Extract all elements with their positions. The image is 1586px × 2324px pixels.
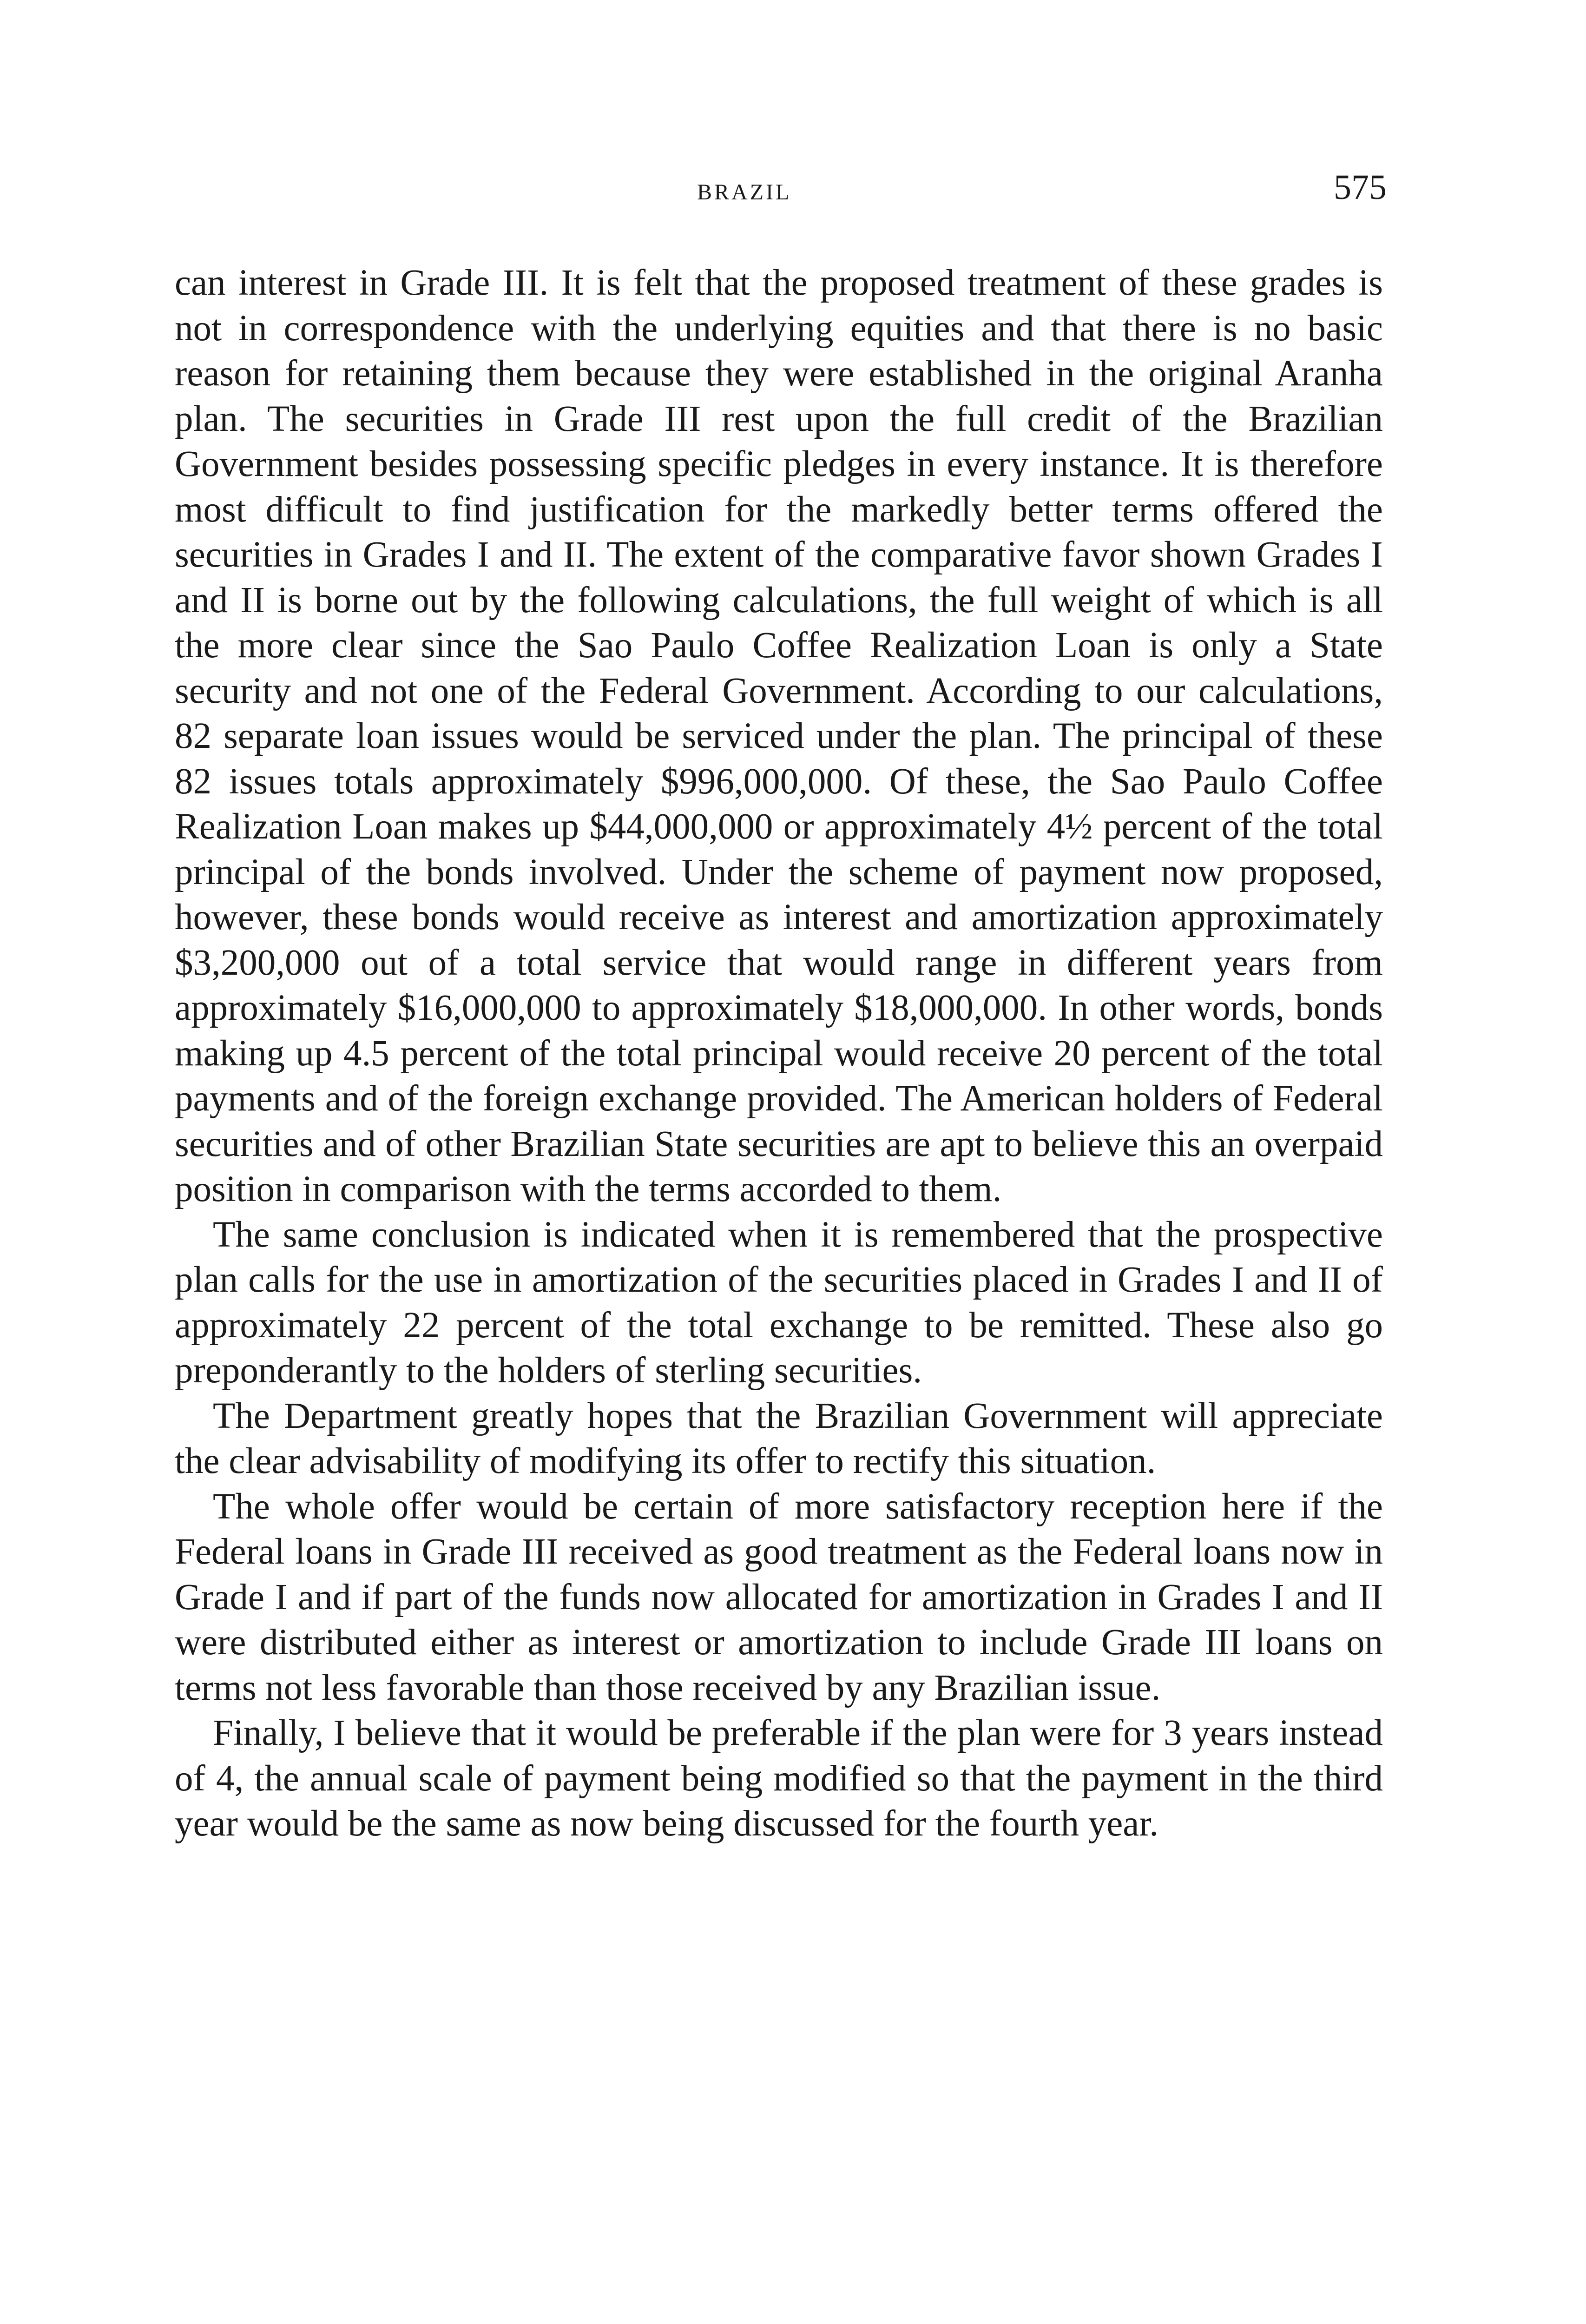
page-header [0,167,1586,214]
paragraph-whole-offer: The whole offer would be certain of more satisfactory reception here if the Federal loans in Grade III received as good treatment as the Federal loans now in Grade I and if part of the funds now allocated for amortization in Grades I and II were distributed either as interest or amortization to include Grade III loans on terms not less favorable than those received by any Brazilian issue. [175,1486,1383,1708]
running-head: BRAZIL [697,180,792,205]
paragraph-amortization: The same conclusion is indicated when it is remembered that the prospective plan calls for the use in amortization of the securities placed in Grades I and II of approximately 22 percent of the total exchange to be remitted. These also go preponderantly to the holders of sterling securities. [175,1214,1383,1391]
body-text [175,260,1383,1847]
paragraph-grade-comparison: can interest in Grade III. It is felt that the proposed treatment of these grades is not in correspondence with the underlying equities and that there is no basic reason for retaining them because they were established in the original Aranha plan. The securities in Grade III rest upon the full credit of the Brazilian Government besides possessing specific pledges in every instance. It is therefore most difficult to find justification for the markedly better terms offered the securities in Grades I and II. The extent of the comparative favor shown Grades I and II is borne out by the following calculations, the full weight of which is all the more clear since the Sao Paulo Coffee Realization Loan is only a State security and not one of the Federal Government. According to our calculations, 82 separate loan issues would be serviced under the plan. The principal of these 82 issues totals approximately $996,000,000. Of these, the Sao Paulo Coffee Realization Loan makes up $44,000,000 or approximately 4½ percent of the total principal of the bonds involved. Under the scheme of payment now proposed, however, these bonds would receive as interest and amortization approximately $3,200,000 out of a total service that would range in different years from approximately $16,000,000 to approximately $18,000,000. In other words, bonds making up 4.5 percent of the total principal would receive 20 percent of the total payments and of the foreign exchange provided. The American holders of Federal securities and of other Brazilian State securities are apt to believe this an overpaid position in comparison with the terms accorded to them. [175,263,1383,1209]
paragraph-finally: Finally, I believe that it would be preferable if the plan were for 3 years instead of 4, the annual scale of payment being modified so that the payment in the third year would be the same as now being discussed for the fourth year. [175,1713,1383,1844]
paragraph-department-hopes: The Department greatly hopes that the Brazilian Government will appreciate the clear advisability of modifying its offer to rectify this situation. [175,1395,1383,1481]
page-number: 575 [1334,168,1387,207]
